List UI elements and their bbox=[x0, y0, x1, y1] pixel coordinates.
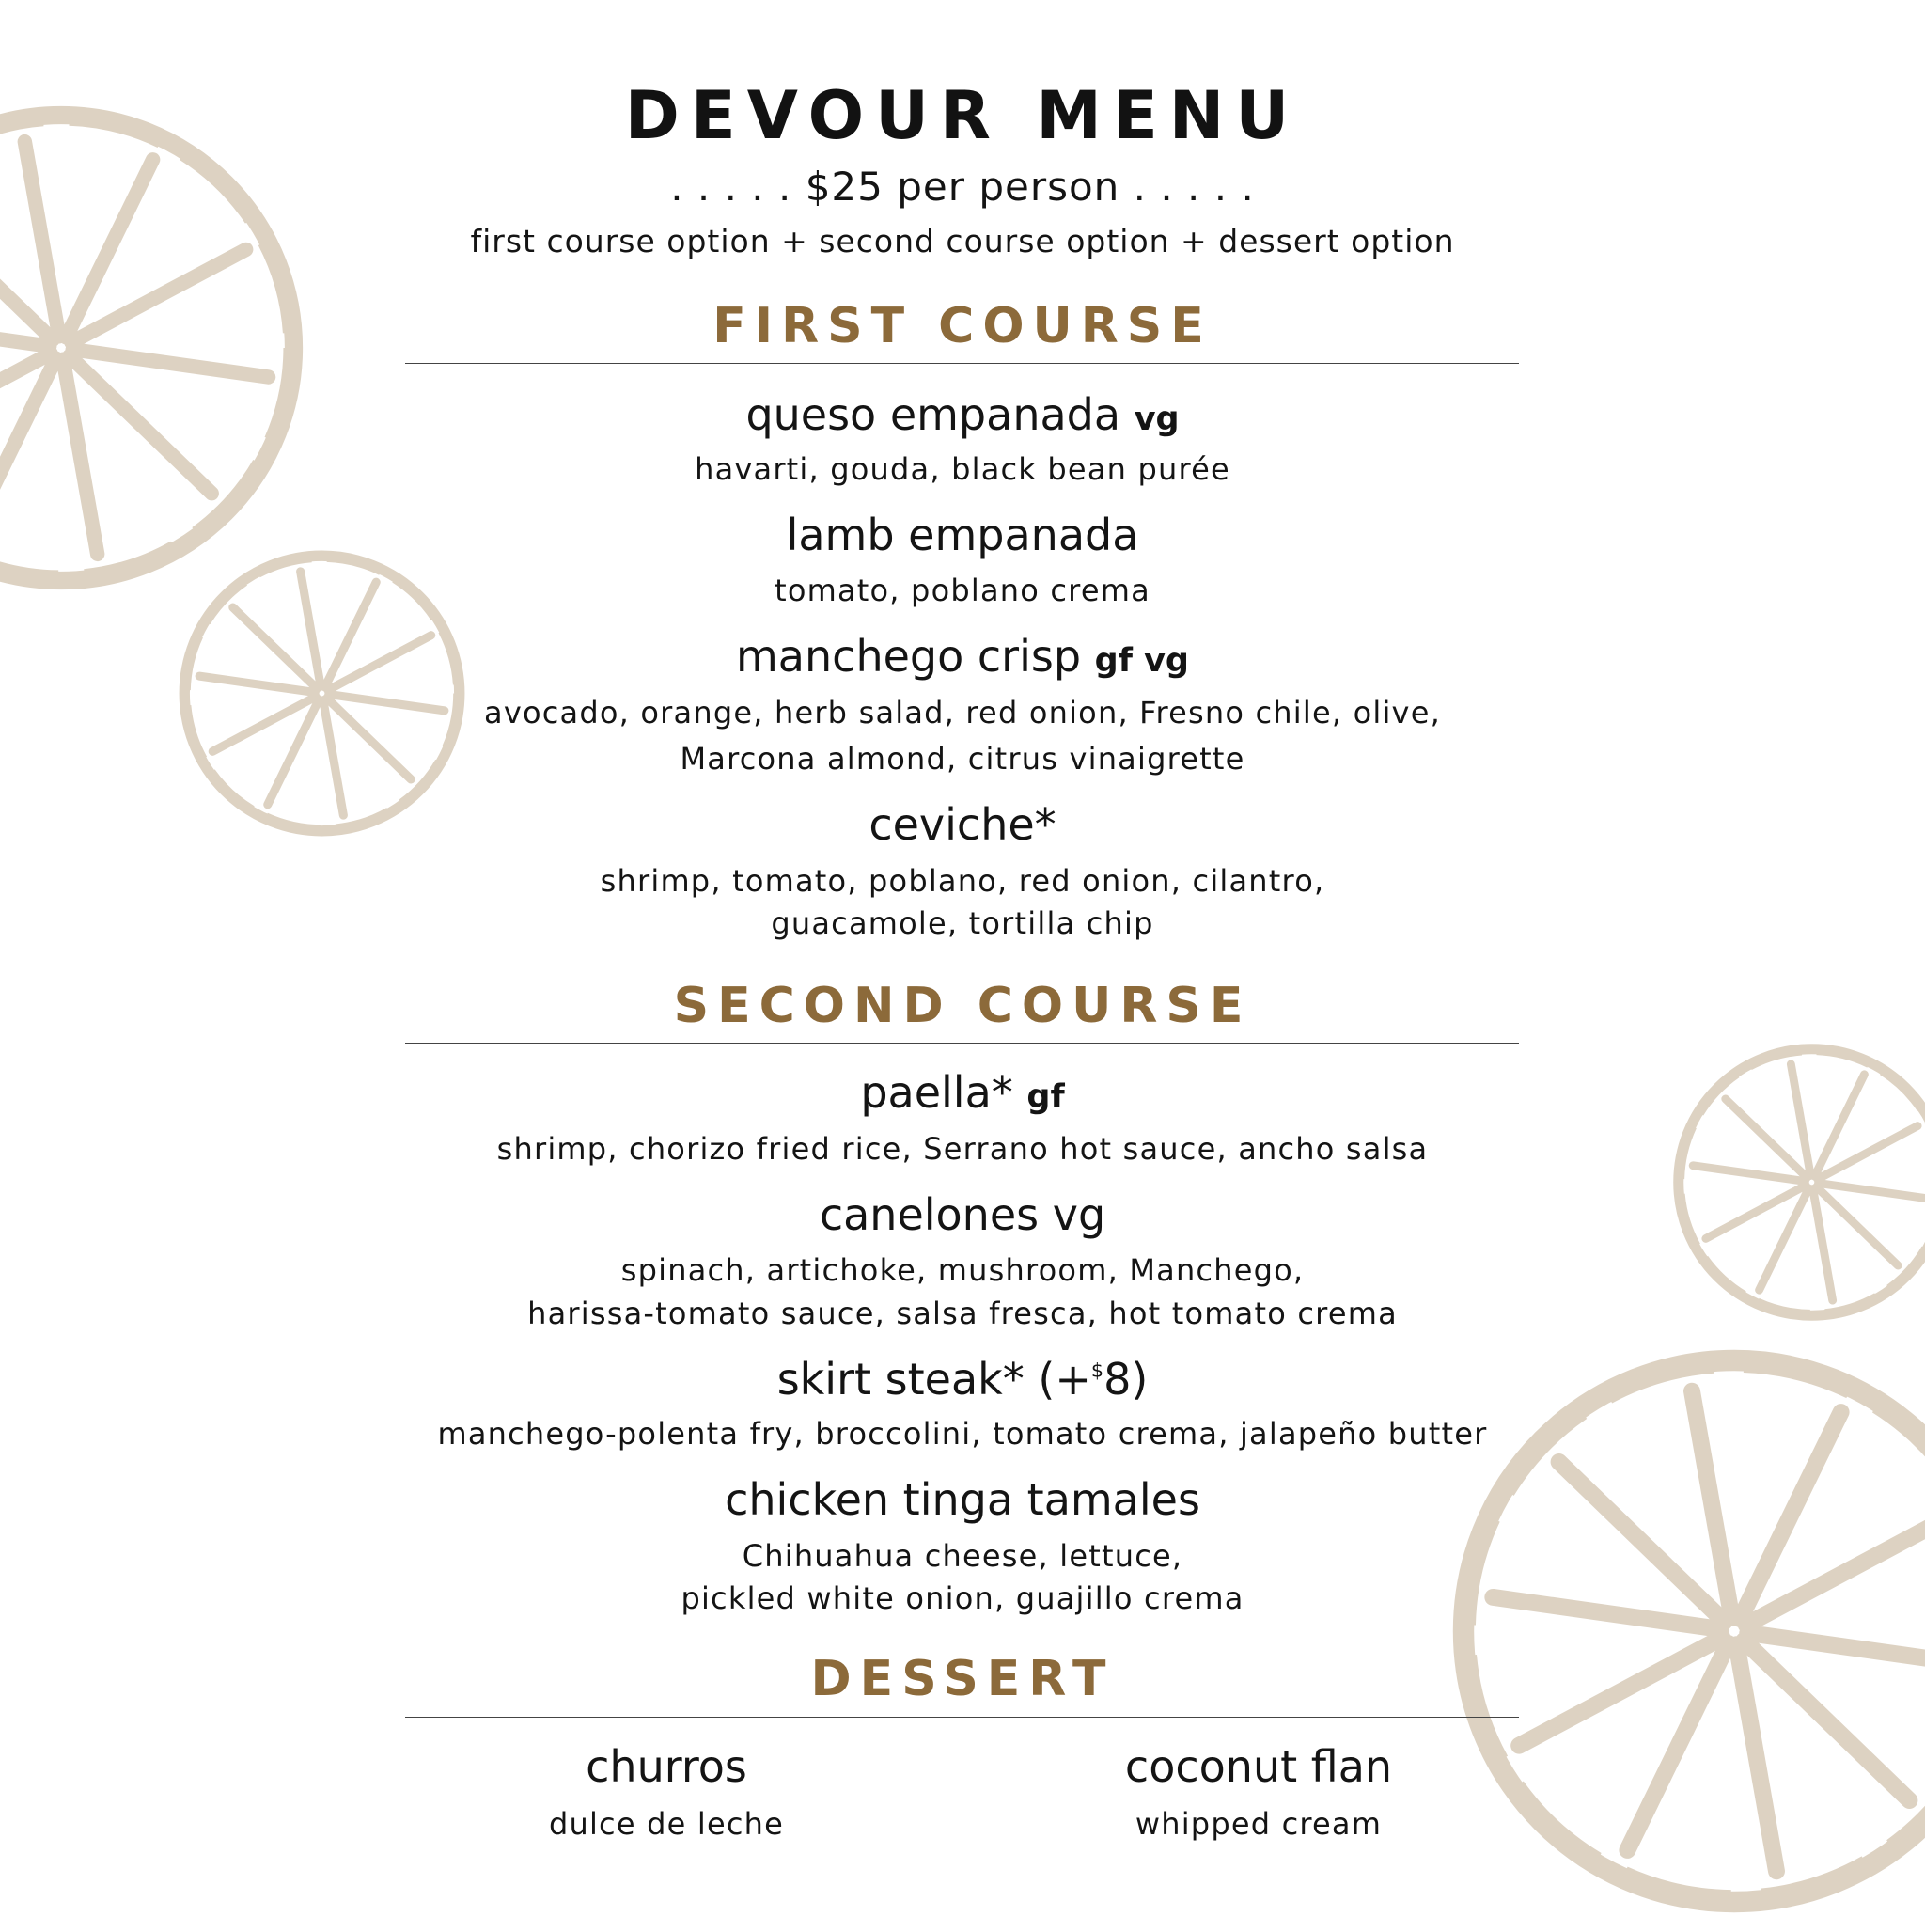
section-divider bbox=[405, 1717, 1519, 1718]
menu-item-name: canelones vg bbox=[819, 1189, 1106, 1240]
menu-item-description: shrimp, tomato, poblano, red onion, cilantro, bbox=[600, 863, 1325, 899]
menu-item-name: paella* gf bbox=[860, 1067, 1065, 1118]
menu-subtitle: first course option + second course option + dessert option bbox=[470, 223, 1455, 259]
menu-item-description: spinach, artichoke, mushroom, Manchego, bbox=[620, 1252, 1305, 1288]
section-heading-dessert: DESSERT bbox=[810, 1651, 1115, 1707]
menu-item-description: dulce de leche bbox=[548, 1806, 785, 1842]
menu-item-name: queso empanada vg bbox=[745, 389, 1180, 440]
menu-item-description: tomato, poblano crema bbox=[775, 573, 1150, 608]
dietary-tag: vg bbox=[1134, 401, 1180, 438]
menu-item-name: churros bbox=[586, 1741, 747, 1792]
menu-item-description: shrimp, chorizo fried rice, Serrano hot sauce, ancho salsa bbox=[496, 1131, 1429, 1167]
menu-item-name: chicken tinga tamales bbox=[725, 1474, 1200, 1525]
section-divider bbox=[405, 363, 1519, 364]
dietary-tag: gf bbox=[1026, 1078, 1065, 1116]
menu-item-description: Chihuahua cheese, lettuce, bbox=[742, 1538, 1183, 1574]
menu-item-description: whipped cream bbox=[1135, 1806, 1383, 1842]
section-heading-second-course: SECOND COURSE bbox=[673, 978, 1252, 1034]
section-heading-first-course: FIRST COURSE bbox=[712, 298, 1213, 354]
menu-item-description: manchego-polenta fry, broccolini, tomato crema, jalapeño butter bbox=[437, 1416, 1488, 1452]
price-line: . . . . . $25 per person . . . . . bbox=[670, 164, 1255, 210]
menu-item-description: avocado, orange, herb salad, red onion, Fresno chile, olive, bbox=[484, 695, 1441, 730]
menu-item-description: havarti, gouda, black bean purée bbox=[695, 451, 1230, 487]
section-divider bbox=[405, 1043, 1519, 1044]
menu-item-name: ceviche* bbox=[869, 799, 1056, 850]
menu-item-name: manchego crisp gf vg bbox=[736, 631, 1189, 682]
menu-item-name: coconut flan bbox=[1124, 1741, 1393, 1792]
menu-item-description: Marcona almond, citrus vinaigrette bbox=[680, 741, 1245, 777]
menu-item-description: guacamole, tortilla chip bbox=[771, 905, 1154, 941]
menu-title: DEVOUR MENU bbox=[624, 77, 1301, 154]
menu-item-name: lamb empanada bbox=[786, 510, 1139, 560]
menu-item-description: pickled white onion, guajillo crema bbox=[681, 1580, 1244, 1616]
menu-item-description: harissa-tomato sauce, salsa fresca, hot tomato crema bbox=[527, 1296, 1398, 1331]
dietary-tag: gf vg bbox=[1094, 642, 1189, 680]
menu-item-name: skirt steak* (+$8) bbox=[776, 1354, 1149, 1405]
